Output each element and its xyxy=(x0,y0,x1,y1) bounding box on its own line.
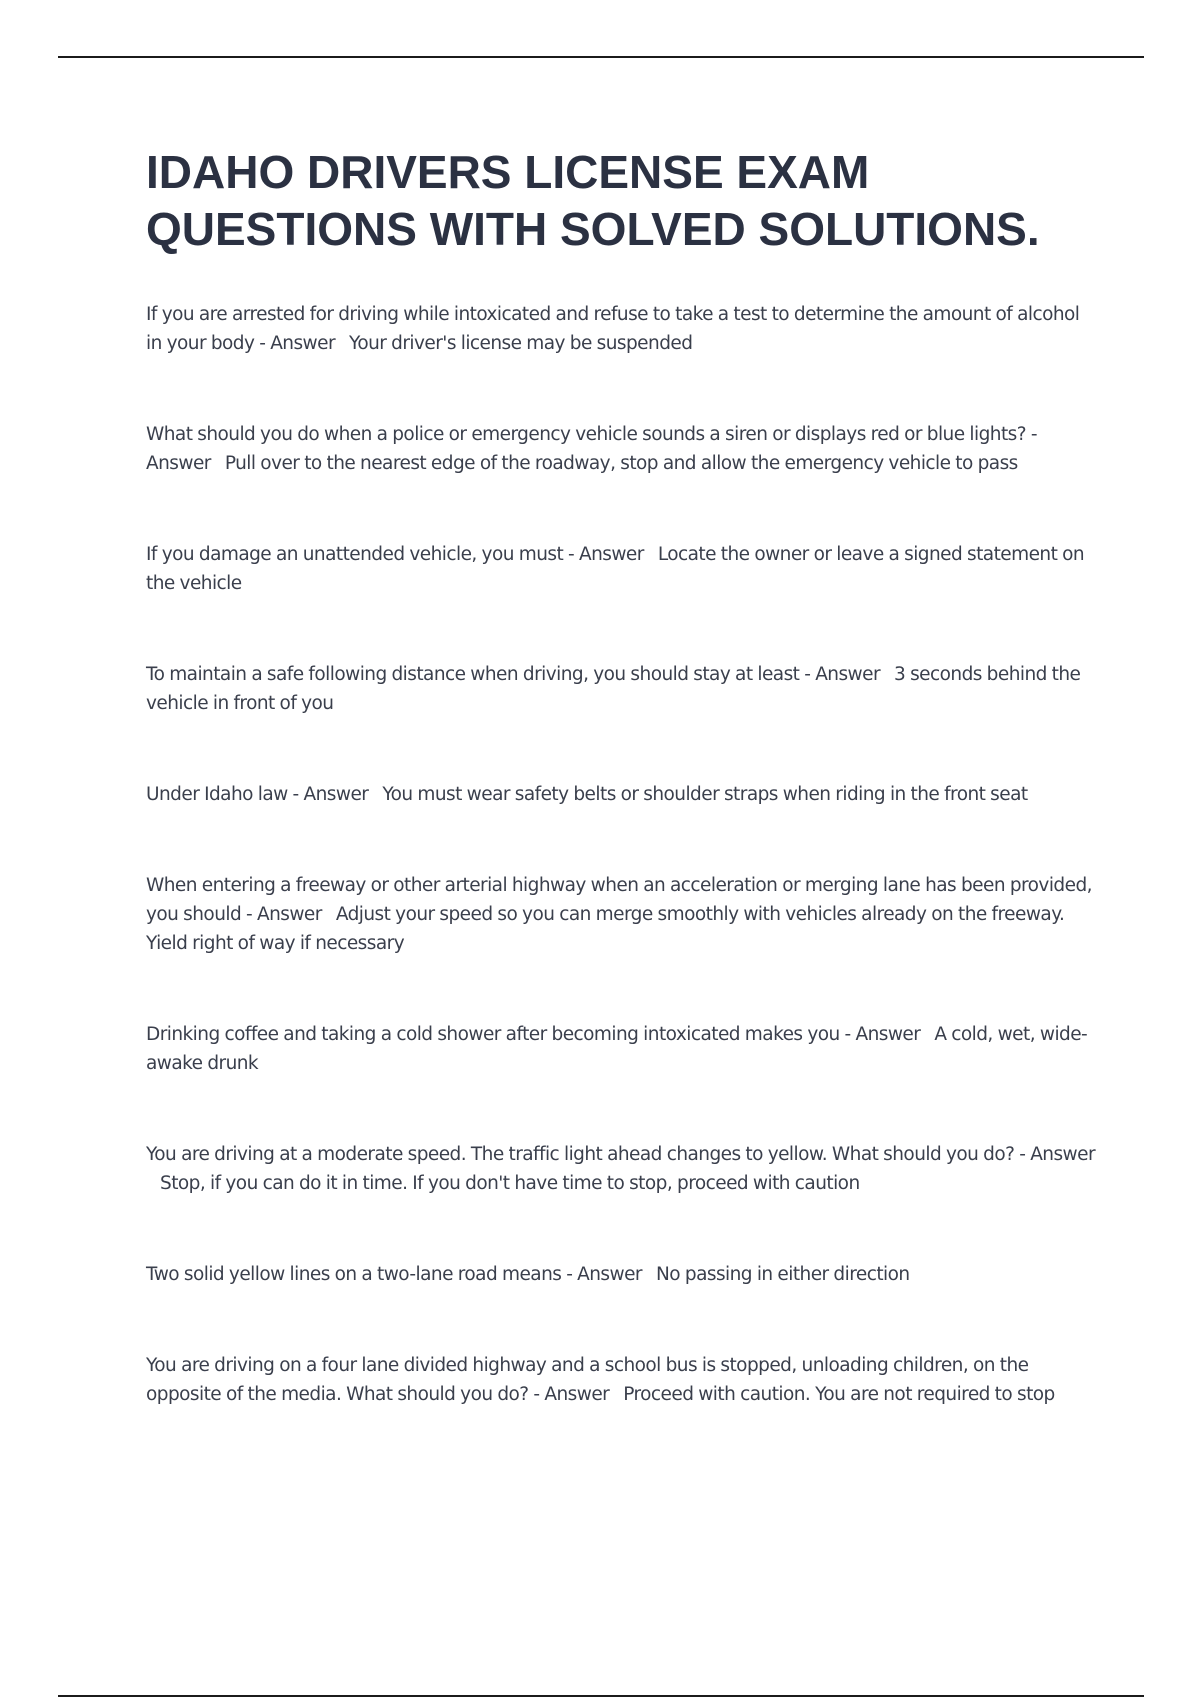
question-text: Drinking coffee and taking a cold shower after becoming intoxicated makes you xyxy=(146,1024,840,1045)
qa-item xyxy=(146,660,1096,718)
answer-marker: - Answer xyxy=(292,784,369,805)
answer-text: Adjust your speed so you can merge smoothly with vehicles already on the freeway. Yield right of way if necessary xyxy=(146,904,1065,954)
question-text: To maintain a safe following distance when driving, you should stay at least xyxy=(146,664,800,685)
qa-item xyxy=(146,1020,1096,1078)
qa-item xyxy=(146,540,1096,598)
qa-item xyxy=(146,871,1096,958)
answer-text: You must wear safety belts or shoulder straps when riding in the front seat xyxy=(382,784,1028,805)
qa-item xyxy=(146,1260,1096,1289)
question-text: Two solid yellow lines on a two-lane road means xyxy=(146,1264,562,1285)
qa-item xyxy=(146,1140,1096,1198)
question-text: If you are arrested for driving while intoxicated and refuse to take a test to determine the amount of alcohol in your body xyxy=(146,304,1080,354)
answer-text: Pull over to the nearest edge of the roadway, stop and allow the emergency vehicle to pass xyxy=(224,453,1018,474)
qa-item xyxy=(146,420,1096,478)
answer-text: 3 seconds behind the vehicle in front of you xyxy=(146,664,1081,714)
answer-marker: - Answer xyxy=(246,904,322,925)
question-text: Under Idaho law xyxy=(146,784,288,805)
answer-text: A cold, wet, wide-awake drunk xyxy=(146,1024,1088,1074)
answer-marker: - Answer xyxy=(804,664,881,685)
bottom-rule xyxy=(58,1695,1144,1697)
document-title: IDAHO DRIVERS LICENSE EXAM QUESTIONS WITH SOLVED SOLUTIONS. xyxy=(146,146,1040,255)
answer-marker: - Answer xyxy=(568,544,644,565)
question-text: If you damage an unattended vehicle, you must xyxy=(146,544,564,565)
qa-item xyxy=(146,780,1096,809)
qa-item xyxy=(146,300,1096,358)
answer-marker: - Answer xyxy=(1019,1144,1096,1165)
top-rule xyxy=(58,56,1144,58)
answer-text: Locate the owner or leave a signed statement on the vehicle xyxy=(146,544,1085,594)
question-text: You are driving on a four lane divided highway and a school bus is stopped, unloading children, on the opposite of the media. What should you do? xyxy=(146,1355,1029,1405)
answer-marker: - Answer xyxy=(259,333,336,354)
question-text: When entering a freeway or other arterial highway when an acceleration or merging lane has been provided, you should xyxy=(146,875,1092,925)
answer-text: Your driver's license may be suspended xyxy=(349,333,693,354)
answer-text: Proceed with caution. You are not required to stop xyxy=(623,1384,1055,1405)
answer-marker: - Answer xyxy=(844,1024,921,1045)
answer-marker: - Answer xyxy=(566,1264,642,1285)
question-text: What should you do when a police or emergency vehicle sounds a siren or displays red or blue lights? xyxy=(146,424,1027,445)
question-text: You are driving at a moderate speed. The traffic light ahead changes to yellow. What should you do? xyxy=(146,1144,1015,1165)
answer-text: No passing in either direction xyxy=(655,1264,910,1285)
answer-marker: - Answer xyxy=(533,1384,610,1405)
answer-text: Stop, if you can do it in time. If you don't have time to stop, proceed with caution xyxy=(160,1173,860,1194)
qa-list xyxy=(146,300,1096,1409)
answer-marker: - Answer xyxy=(146,424,1037,474)
qa-item xyxy=(146,1351,1096,1409)
